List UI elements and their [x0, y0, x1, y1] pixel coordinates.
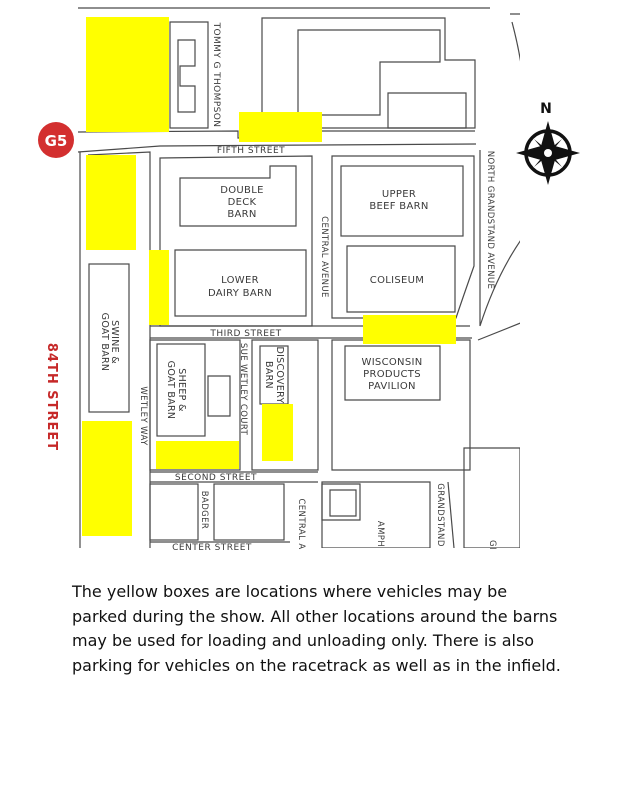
badger-block — [150, 484, 198, 540]
sheep-goat-label-1: SHEEP & — [176, 368, 187, 412]
block-double-deck-lower-dairy — [160, 156, 312, 326]
gate-g5-badge — [38, 122, 74, 158]
amph-label: AMPH — [375, 520, 385, 548]
swine-goat-label-1: SWINE & — [109, 320, 120, 364]
central-avenue-label: CENTRAL AVENUE — [319, 216, 329, 298]
parking-area-7 — [156, 441, 239, 469]
tommy-thompson-inner — [178, 40, 195, 112]
south-block — [214, 484, 284, 540]
double-deck-label-2: DECK — [227, 197, 257, 208]
large-block-outline — [262, 18, 475, 128]
north-label: N — [540, 101, 552, 117]
parking-area-4 — [149, 250, 169, 325]
north-grandstand-avenue-label: NORTH GRANDSTAND AVENUE — [485, 150, 495, 290]
wisconsin-products-label-1: WISCONSIN — [361, 357, 423, 368]
parking-area-6 — [262, 404, 293, 461]
partial-building-g — [464, 448, 520, 548]
sheep-goat-label-2: GOAT BARN — [165, 360, 176, 420]
sue-wetley-court-label: SUE WETLEY COURT — [238, 342, 248, 436]
tommy-thompson-label: TOMMY G THOMPSON — [211, 22, 221, 128]
parking-area-3 — [86, 155, 136, 250]
84th-street-label: 84TH STREET — [44, 342, 59, 452]
fifth-street-label: FIFTH STREET — [216, 146, 286, 156]
grandstand-line — [448, 482, 454, 548]
small-block — [388, 93, 466, 128]
double-deck-label-3: BARN — [227, 209, 257, 220]
discovery-label-1: DISCOVERY — [274, 346, 285, 404]
large-block-inner — [298, 30, 440, 115]
compass-rose-icon — [516, 121, 580, 185]
central-avenue-short-label: CENTRAL A — [296, 498, 306, 550]
small-building-inner — [330, 490, 356, 516]
gate-g5-label: G5 — [44, 132, 68, 150]
east-block — [478, 320, 528, 548]
upper-beef-label-1: UPPER — [381, 189, 417, 200]
ne-road-curve — [512, 22, 524, 90]
parking-caption: The yellow boxes are locations where vehicles may be parked during the show. All other locations around the barns may be used for loading and unloading only. There is also parking for vehicles on the racetrack as well as in the infield. — [72, 582, 561, 675]
center-street-label: CENTER STREET — [172, 543, 252, 553]
wetley-way-label: WETLEY WAY — [138, 386, 148, 446]
small-shed — [208, 376, 230, 416]
upper-beef-label-2: BEEF BARN — [369, 201, 429, 212]
wisconsin-products-label-2: PRODUCTS — [363, 369, 421, 380]
double-deck-label-1: DOUBLE — [220, 185, 264, 196]
badger-label: BADGER — [199, 490, 209, 530]
third-street-label: THIRD STREET — [210, 329, 282, 339]
coliseum-label: COLISEUM — [369, 275, 425, 286]
lower-dairy-label-2: DAIRY BARN — [207, 288, 273, 299]
parking-area-1 — [86, 17, 169, 132]
swine-goat-label-2: GOAT BARN — [99, 312, 110, 372]
second-street-label: SECOND STREET — [174, 473, 258, 483]
parking-area-8 — [82, 421, 132, 536]
grandstand-label: GRANDSTAND — [435, 483, 445, 547]
parking-area-5 — [363, 315, 456, 344]
partial-g-label: GI — [487, 540, 497, 550]
lower-dairy-label-1: LOWER — [221, 275, 259, 286]
block-upper-beef-coliseum — [332, 156, 474, 318]
discovery-label-2: BARN — [263, 361, 274, 389]
wisconsin-products-label-3: PAVILION — [368, 381, 416, 392]
parking-area-2 — [239, 112, 322, 142]
